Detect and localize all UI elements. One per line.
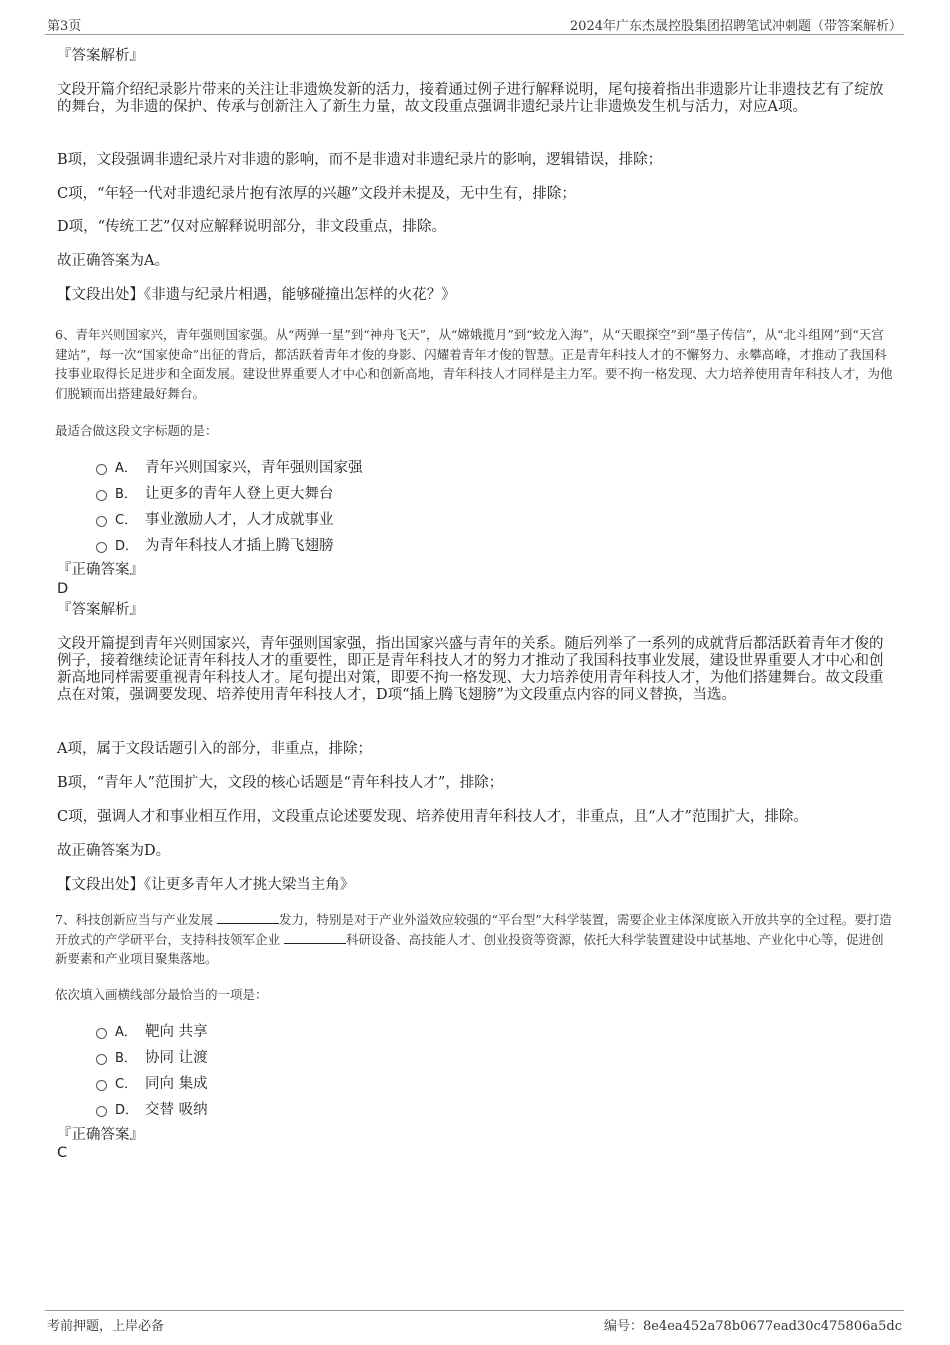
- q7-option-a[interactable]: A． 靶向 共享: [96, 1020, 208, 1040]
- q6-analysis-p3: B项，“青年人”范围扩大，文段的核心话题是“青年科技人才”，排除；: [57, 775, 504, 791]
- q6-question: 最适合做这段文字标题的是：: [55, 423, 218, 438]
- q6-answer: D: [57, 581, 69, 597]
- q6-analysis-p2: A项，属于文段话题引入的部分，非重点，排除；: [57, 741, 372, 757]
- q6-option-d[interactable]: D． 为青年科技人才插上腾飞翅膀: [96, 534, 334, 554]
- q7-option-c[interactable]: C． 同向 集成: [96, 1072, 208, 1092]
- q6-stem: 6、青年兴则国家兴，青年强则国家强。从“两弹一星”到“神舟飞天”，从“嫦娥揽月”到“蛟龙入海”，从“天眼探空”到“墨子传信”，从“北斗组网”到“天宫建站”，每一次“国家使命”出征的背后，都活跃着青年才俊的身影、闪耀着青年才俊的智慧。正是青年科技人才的不懈努力、永攀高峰，才推动了我国科技事业取得长足进步和全面发展。建设世界重要人才中心和创新高地，青年科技人才同样是主力军。要不拘一格发现、大力培养使用青年科技人才，为他们脱颖而出搭建最好舞台。: [55, 327, 893, 401]
- radio-button[interactable]: [96, 464, 107, 475]
- document-title: 2024年广东杰晟控股集团招聘笔试冲刺题（带答案解析）: [569, 19, 902, 34]
- q5-analysis-label: 『答案解析』: [57, 48, 144, 64]
- q5-analysis-p4: D项，“传统工艺”仅对应解释说明部分，非文段重点，排除。: [57, 219, 446, 235]
- q5-analysis-p5: 故正确答案为A。: [57, 253, 169, 269]
- q6-option-c[interactable]: C． 事业激励人才，人才成就事业: [96, 508, 334, 528]
- fill-blank-2: [284, 931, 346, 944]
- page-footer: [45, 1310, 904, 1335]
- q5-analysis-p1: 文段开篇介绍纪录影片带来的关注让非遗焕发新的活力，接着通过例子进行解释说明，尾句接着指出非遗影片让非遗技艺有了绽放的舞台，为非遗的保护、传承与创新注入了新生力量，故文段重点强调非遗纪录片让非遗焕发生机与活力，对应A项。: [57, 82, 884, 115]
- footer-slogan: 考前押题，上岸必备: [47, 1319, 165, 1334]
- q5-analysis-p3: C项，“年轻一代对非遗纪录片抱有浓厚的兴趣”文段并未提及，无中生有，排除；: [57, 186, 576, 202]
- radio-button[interactable]: [96, 1080, 107, 1091]
- q6-analysis-p4: C项，强调人才和事业相互作用，文段重点论述要发现、培养使用青年科技人才，非重点，且“人才”范围扩大，排除。: [57, 809, 808, 825]
- page-header: [45, 14, 904, 35]
- document-code: 编号：8e4ea452a78b0677ead30c475806a5dc: [603, 1319, 902, 1334]
- fill-blank-1: [217, 911, 279, 924]
- q6-option-a[interactable]: A． 青年兴则国家兴，青年强则国家强: [96, 456, 363, 476]
- q5-analysis-p2: B项，文段强调非遗纪录片对非遗的影响，而不是非遗对非遗纪录片的影响，逻辑错误，排除；: [57, 152, 663, 168]
- q6-source: 【文段出处】《让更多青年人才挑大梁当主角》: [57, 877, 355, 893]
- q7-answer: C: [57, 1145, 68, 1161]
- q6-analysis-p1: 文段开篇提到青年兴则国家兴，青年强则国家强，指出国家兴盛与青年的关系。随后列举了一系列的成就背后都活跃着青年才俊的例子，接着继续论证青年科技人才的重要性，即正是青年科技人才的努力才推动了我国科技事业发展，建设世界重要人才中心和创新高地同样需要重视青年科技人才。尾句提出对策，即要不拘一格发现、大力培养使用青年科技人才，为他们搭建舞台。故文段重点在对策，强调要发现、培养使用青年科技人才，D项“插上腾飞翅膀”为文段重点内容的同义替换，当选。: [57, 636, 884, 703]
- q7-stem: 7、科技创新应当与产业发展 发力，特别是对于产业外溢效应较强的“平台型”大科学装置，需要企业主体深度嵌入开放共享的全过程。要打造开放式的产学研平台，支持科技领军企业 科研设备、高技能人才、创业投资等资源，依托大科学装置建设中试基地、产业化中心等，促进创新要素和产业项目聚集落地。: [55, 912, 892, 966]
- page-number: 第3页: [47, 19, 82, 34]
- q7-answer-label: 『正确答案』: [57, 1127, 144, 1143]
- q7-option-b[interactable]: B． 协同 让渡: [96, 1046, 208, 1066]
- q6-answer-label: 『正确答案』: [57, 562, 144, 578]
- radio-button[interactable]: [96, 1054, 107, 1065]
- q5-source: 【文段出处】《非遗与纪录片相遇，能够碰撞出怎样的火花？》: [57, 287, 456, 303]
- radio-button[interactable]: [96, 1028, 107, 1039]
- q6-analysis-label: 『答案解析』: [57, 602, 144, 618]
- q6-analysis-p5: 故正确答案为D。: [57, 843, 171, 859]
- q6-option-b[interactable]: B． 让更多的青年人登上更大舞台: [96, 482, 334, 502]
- q7-option-d[interactable]: D． 交替 吸纳: [96, 1098, 208, 1118]
- radio-button[interactable]: [96, 1106, 107, 1117]
- radio-button[interactable]: [96, 542, 107, 553]
- radio-button[interactable]: [96, 490, 107, 501]
- q7-question: 依次填入画横线部分最恰当的一项是：: [55, 987, 268, 1002]
- radio-button[interactable]: [96, 516, 107, 527]
